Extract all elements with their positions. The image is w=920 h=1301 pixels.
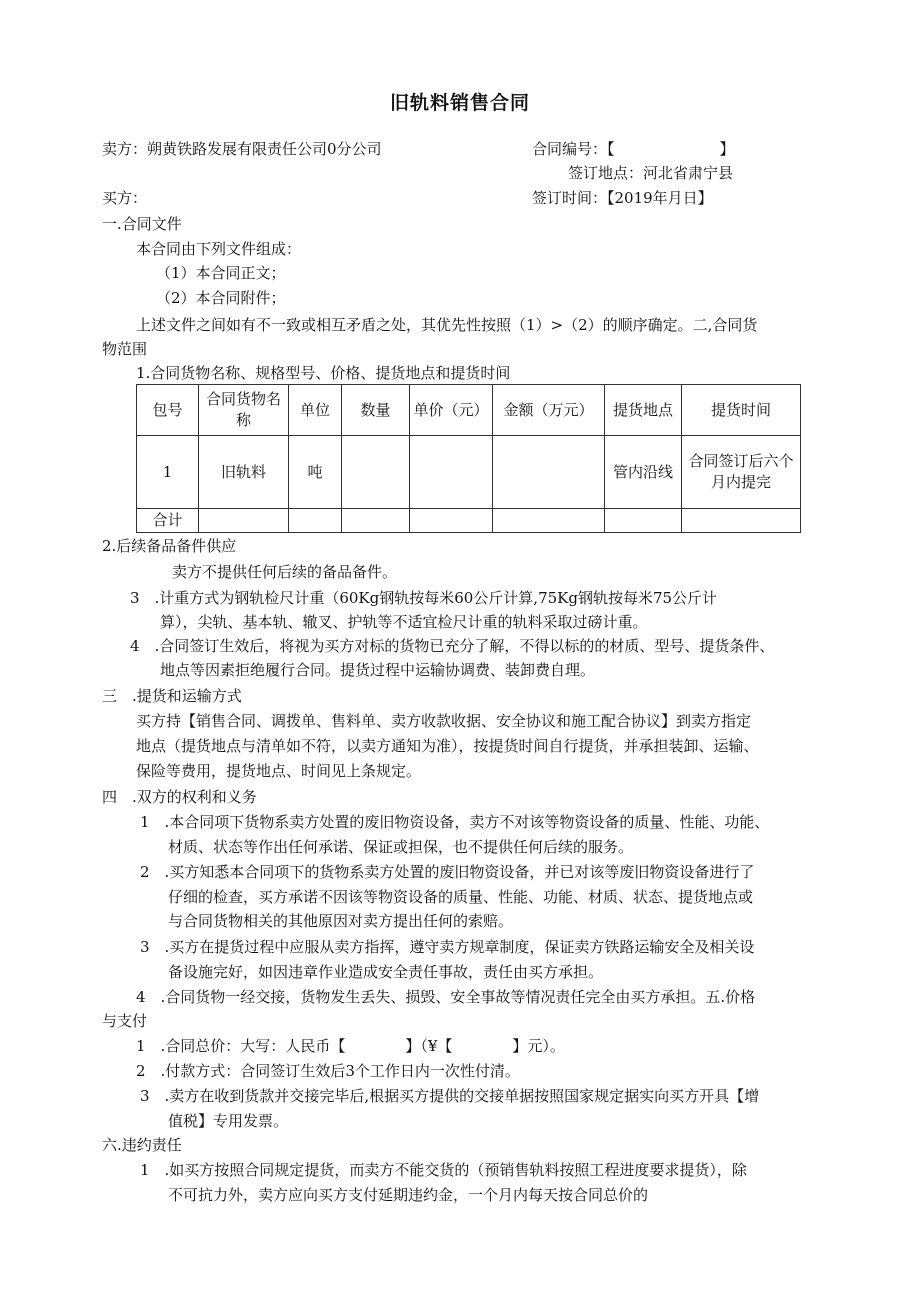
total-cell bbox=[289, 509, 342, 533]
section-1-precedence-cont: 物范围 bbox=[102, 340, 148, 358]
section-3-text-end: 保险等费用，提货地点、时间见上条规定。 bbox=[136, 762, 422, 780]
col-header-price: 单价（元） bbox=[410, 385, 493, 436]
spare-parts-heading: 2.后续备品备件供应 bbox=[102, 537, 237, 555]
cell-time: 合同签订后六个月内提完 bbox=[682, 436, 801, 509]
signing-time: 签订时间：【2019年月日】 bbox=[532, 189, 713, 207]
section-6-item-1: 1 .如买方按照合同规定提货，而卖方不能交货的（预销售轨料按照工程进度要求提货），除 bbox=[140, 1161, 747, 1179]
total-cell bbox=[682, 509, 801, 533]
col-header-place: 提货地点 bbox=[605, 385, 682, 436]
section-1-precedence: 上述文件之间如有不一致或相互矛盾之处，其优先性按照（1）>（2）的顺序确定。二,合同货 bbox=[136, 316, 758, 334]
col-header-time: 提货时间 bbox=[682, 385, 801, 436]
cell-place: 管内沿线 bbox=[605, 436, 682, 509]
total-cell bbox=[605, 509, 682, 533]
section-4-item-3-cont: 备设施完好，如因违章作业造成安全责任事故，责任由买方承担。 bbox=[168, 963, 604, 981]
acceptance-clause: 4 .合同签订生效后，将视为买方对标的货物已充分了解，不得以标的的材质、型号、提货条件、 bbox=[130, 637, 775, 655]
acceptance-clause-cont: 地点等因素拒绝履行合同。提货过程中运输协调费、装卸费自理。 bbox=[160, 661, 596, 679]
section-5-item-1: 1 .合同总价：大写：人民币【 】（¥【 】元）。 bbox=[136, 1037, 565, 1055]
cell-amount bbox=[493, 436, 605, 509]
col-header-amount: 金额（万元） bbox=[493, 385, 605, 436]
goods-table bbox=[136, 384, 801, 533]
table-total-row bbox=[137, 509, 801, 533]
section-5-item-3-cont: 值税】专用发票。 bbox=[168, 1112, 289, 1130]
col-header-no: 包号 bbox=[137, 385, 199, 436]
section-4-heading: 四 .双方的权利和义务 bbox=[102, 788, 257, 806]
section-1-item-2: （2）本合同附件； bbox=[156, 289, 286, 307]
section-3-text: 买方持【销售合同、调拨单、售料单、卖方收款收据、安全协议和施工配合协议】到卖方指定 bbox=[136, 712, 752, 730]
section-6-item-1-cont: 不可抗力外，卖方应向买方支付延期违约金，一个月内每天按合同总价的 bbox=[168, 1186, 649, 1204]
cell-name: 旧轨料 bbox=[199, 436, 289, 509]
page-title: 旧轨料销售合同 bbox=[389, 92, 530, 114]
contract-number: 合同编号：【 】 bbox=[532, 140, 735, 158]
buyer-line: 买方： bbox=[102, 189, 148, 207]
section-4-item-2-end: 与合同货物相关的其他原因对卖方提出任何的索赔。 bbox=[168, 912, 514, 930]
cell-unit: 吨 bbox=[289, 436, 342, 509]
total-cell bbox=[410, 509, 493, 533]
total-cell bbox=[342, 509, 410, 533]
section-4-item-4-cont: 与支付 bbox=[102, 1012, 148, 1030]
weighing-clause: 3 .计重方式为钢轨检尺计重（60Kg钢轨按每米60公斤计算,75Kg钢轨按每米75公斤计 bbox=[130, 589, 718, 607]
section-4-item-4: 4 .合同货物一经交接，货物发生丢失、损毁、安全事故等情况责任完全由买方承担。五.价格 bbox=[136, 988, 756, 1006]
weighing-clause-cont: 算），尖轨、基本轨、辙叉、护轨等不适宜检尺计重的轨料采取过磅计重。 bbox=[160, 613, 648, 631]
col-header-qty: 数量 bbox=[342, 385, 410, 436]
section-1-heading: 一.合同文件 bbox=[102, 215, 182, 233]
section-1-intro: 本合同由下列文件组成： bbox=[136, 240, 302, 258]
section-4-item-2: 2 .买方知悉本合同项下的货物系卖方处置的废旧物资设备，并已对该等废旧物资设备进行了 bbox=[140, 863, 755, 881]
section-4-item-1: 1 .本合同项下货物系卖方处置的废旧物资设备，卖方不对该等物资设备的质量、性能、功能、 bbox=[140, 813, 770, 831]
section-4-item-3: 3 .买方在提货过程中应服从卖方指挥，遵守卖方规章制度，保证卖方铁路运输安全及相关设 bbox=[140, 938, 755, 956]
section-1-item-1: （1）本合同正文； bbox=[156, 264, 286, 282]
section-4-item-2-cont: 仔细的检查，买方承诺不因该等物资设备的质量、性能、功能、材质、状态、提货地点或 bbox=[168, 888, 754, 906]
cell-qty bbox=[342, 436, 410, 509]
goods-subheading: 1.合同货物名称、规格型号、价格、提货地点和提货时间 bbox=[136, 364, 511, 382]
section-5-item-3: 3 .卖方在收到货款并交接完毕后,根据买方提供的交接单据按照国家规定据实向买方开具【增 bbox=[140, 1087, 760, 1105]
col-header-name: 合同货物名称 bbox=[199, 385, 289, 436]
section-5-item-2: 2 .付款方式：合同签订生效后3个工作日内一次性付清。 bbox=[136, 1062, 520, 1080]
section-4-item-1-cont: 材质、状态等作出任何承诺、保证或担保，也不提供任何后续的服务。 bbox=[168, 838, 634, 856]
table-header-row bbox=[137, 385, 801, 436]
section-3-heading: 三 .提货和运输方式 bbox=[102, 687, 242, 705]
cell-price bbox=[410, 436, 493, 509]
col-header-unit: 单位 bbox=[289, 385, 342, 436]
seller-line: 卖方：朔黄铁路发展有限责任公司0分公司 bbox=[102, 140, 382, 158]
section-3-text-cont: 地点（提货地点与清单如不符，以卖方通知为准），按提货时间自行提货，并承担装卸、运输、 bbox=[136, 737, 759, 755]
table-row bbox=[137, 436, 801, 509]
signing-place: 签订地点：河北省肃宁县 bbox=[568, 164, 734, 182]
cell-no: 1 bbox=[137, 436, 199, 509]
total-cell bbox=[493, 509, 605, 533]
section-6-heading: 六.违约责任 bbox=[102, 1136, 182, 1154]
total-label: 合计 bbox=[137, 509, 199, 533]
spare-parts-text: 卖方不提供任何后续的备品备件。 bbox=[172, 563, 398, 581]
total-cell bbox=[199, 509, 289, 533]
